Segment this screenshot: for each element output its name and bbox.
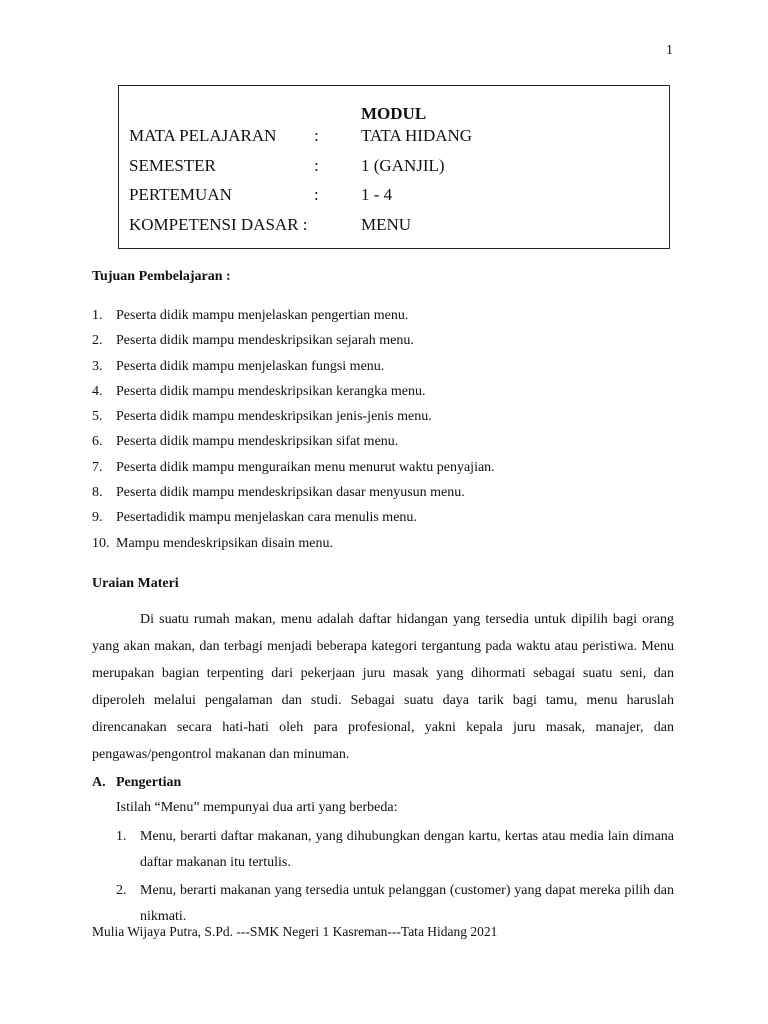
- item-text: Peserta didik mampu menguraikan menu menurut waktu penyajian.: [116, 459, 495, 475]
- module-header-box: [118, 85, 670, 249]
- material-paragraph: Di suatu rumah makan, menu adalah daftar hidangan yang tersedia untuk dipilih bagi orang yang akan makan, dan terbagi menjadi beberapa kategori tergantung pada waktu atau peristiwa. Menu merupakan bagian terpenting dari pekerjaan juru masak yang dihormati sebagai suatu seni, dan diperoleh melalui pengalaman dan studi. Sebagai suatu daya tarik bagi tamu, menu haruslah direncanakan secara hati-hati oleh para profesional, yakni kepala juru masak, manajer, dan pengawas/pengontrol makanan dan minuman.: [92, 612, 674, 762]
- header-label: PERTEMUAN: [129, 185, 232, 204]
- item-text: Menu, berarti daftar makanan, yang dihubungkan dengan kartu, kertas atau media lain dimana daftar makanan itu tertulis.: [140, 829, 674, 870]
- item-text: Peserta didik mampu mendeskripsikan kerangka menu.: [116, 383, 426, 399]
- item-number: 6.: [92, 434, 103, 450]
- definition-list: [116, 824, 674, 932]
- item-text: Peserta didik mampu mendeskripsikan dasar menyusun menu.: [116, 485, 465, 501]
- header-colon: :: [314, 156, 319, 175]
- item-number: 1.: [116, 829, 127, 844]
- item-number: 8.: [92, 485, 103, 501]
- section-a-intro: Istilah “Menu” mempunyai dua arti yang berbeda:: [116, 800, 398, 815]
- module-title: MODUL: [361, 104, 427, 123]
- material-heading: Uraian Materi: [92, 576, 179, 591]
- header-label: KOMPETENSI DASAR :: [129, 215, 308, 234]
- item-number: 5.: [92, 409, 103, 425]
- item-number: 2.: [92, 333, 103, 349]
- item-number: 4.: [92, 383, 103, 399]
- list-item: [116, 878, 674, 930]
- header-label: MATA PELAJARAN: [129, 126, 277, 145]
- item-number: 3.: [92, 358, 103, 374]
- item-text: Menu, berarti makanan yang tersedia untuk pelanggan (customer) yang dapat mereka pilih dan nikmati.: [140, 883, 674, 924]
- item-text: Peserta didik mampu mendeskripsikan sifat menu.: [116, 434, 399, 450]
- header-label: SEMESTER: [129, 156, 216, 175]
- page-footer: Mulia Wijaya Putra, S.Pd. ---SMK Negeri 1 Kasreman---Tata Hidang 2021: [92, 924, 498, 939]
- header-colon: :: [314, 126, 319, 145]
- objectives-heading: Tujuan Pembelajaran :: [92, 269, 231, 284]
- section-a-title: Pengertian: [116, 775, 182, 790]
- header-value: MENU: [361, 215, 412, 234]
- list-item: [116, 824, 674, 876]
- item-number: 1.: [92, 308, 103, 323]
- header-value: TATA HIDANG: [361, 126, 473, 145]
- page-number: 1: [666, 43, 673, 58]
- header-value: 1 (GANJIL): [361, 156, 445, 175]
- header-value: 1 - 4: [361, 185, 393, 204]
- item-text: Peserta didik mampu menjelaskan pengertian menu.: [116, 308, 409, 323]
- item-number: 9.: [92, 510, 103, 526]
- item-number: 7.: [92, 459, 103, 475]
- item-text: Peserta didik mampu menjelaskan fungsi menu.: [116, 358, 385, 374]
- item-text: Pesertadidik mampu menjelaskan cara menulis menu.: [116, 510, 417, 526]
- item-text: Peserta didik mampu mendeskripsikan sejarah menu.: [116, 333, 414, 349]
- header-colon: :: [314, 185, 319, 204]
- item-text: Mampu mendeskripsikan disain menu.: [116, 535, 333, 551]
- item-number: 2.: [116, 883, 127, 898]
- section-a-letter: A.: [92, 775, 106, 790]
- item-text: Peserta didik mampu mendeskripsikan jenis-jenis menu.: [116, 409, 432, 425]
- item-number: 10.: [92, 535, 110, 551]
